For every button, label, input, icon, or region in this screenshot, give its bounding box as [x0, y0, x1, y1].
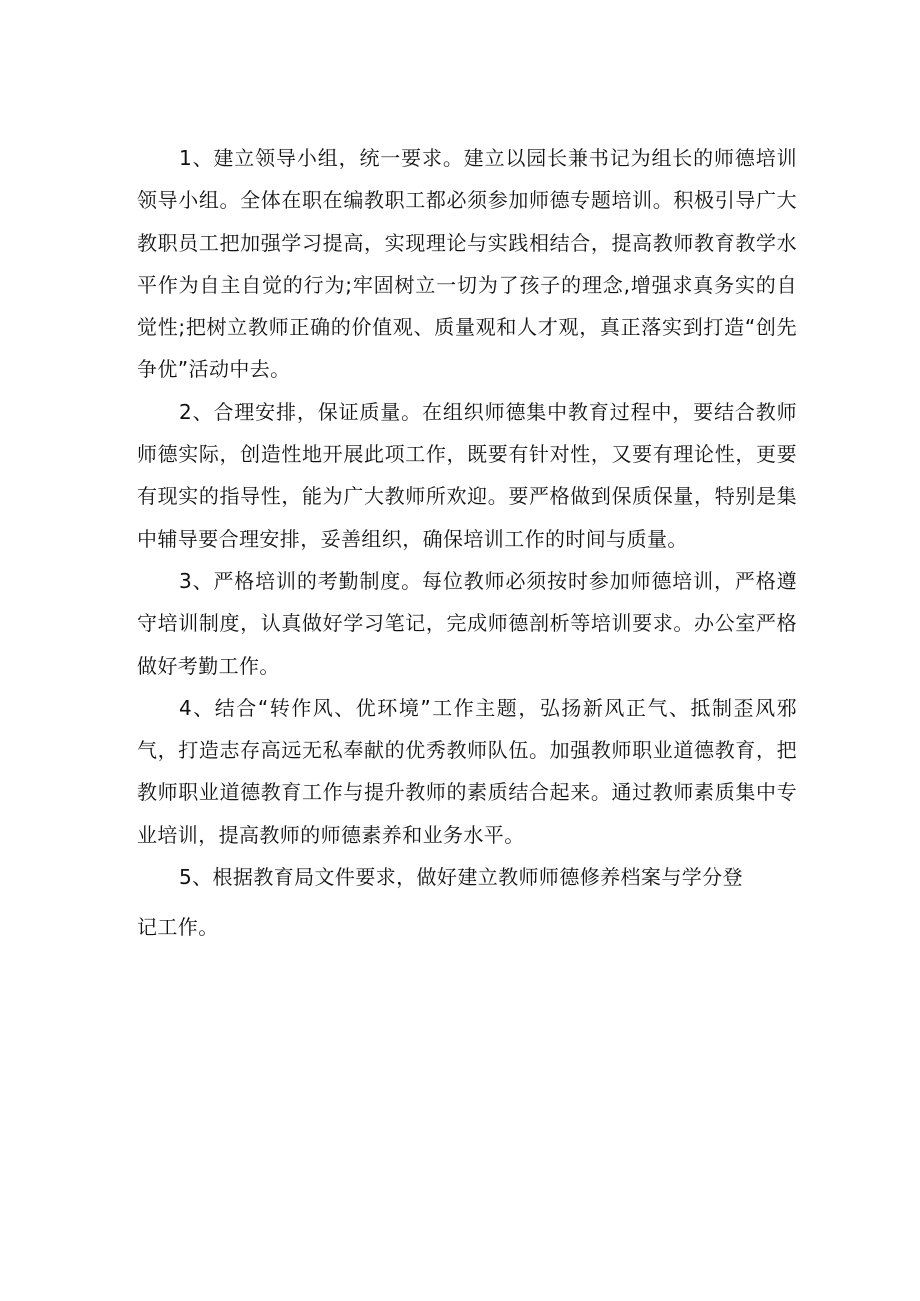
document-body: [137, 137, 797, 948]
paragraph-5: 5、根据教育局文件要求，做好建立教师师德修养档案与学分登: [179, 865, 743, 890]
paragraph-5-continuation: 记工作。: [137, 915, 219, 940]
paragraph-4: 4、结合“转作风、优环境”工作主题，弘扬新风正气、抵制歪风邪气，打造志存高远无私奉献的优秀教师队伍。加强教师职业道德教育，把教师职业道德教育工作与提升教师的素质结合起来。通过教师素质集中专业培训，提高教师的师德素养和业务水平。: [137, 695, 797, 847]
paragraph-1: 1、建立领导小组，统一要求。建立以园长兼书记为组长的师德培训领导小组。全体在职在编教职工都必须参加师德专题培训。积极引导广大教职员工把加强学习提高，实现理论与实践相结合，提高教师教育教学水平作为自主自觉的行为;牢固树立一切为了孩子的理念,增强求真务实的自觉性;把树立教师正确的价值观、质量观和人才观，真正落实到打造“创先争优”活动中去。: [137, 146, 797, 382]
paragraph-2: 2、合理安排，保证质量。在组织师德集中教育过程中，要结合教师师德实际，创造性地开展此项工作，既要有针对性，又要有理论性，更要有现实的指导性，能为广大教师所欢迎。要严格做到保质保量，特别是集中辅导要合理安排，妥善组织，确保培训工作的时间与质量。: [137, 399, 797, 551]
paragraph-3: 3、严格培训的考勤制度。每位教师必须按时参加师德培训，严格遵守培训制度，认真做好学习笔记，完成师德剖析等培训要求。办公室严格做好考勤工作。: [137, 568, 797, 678]
